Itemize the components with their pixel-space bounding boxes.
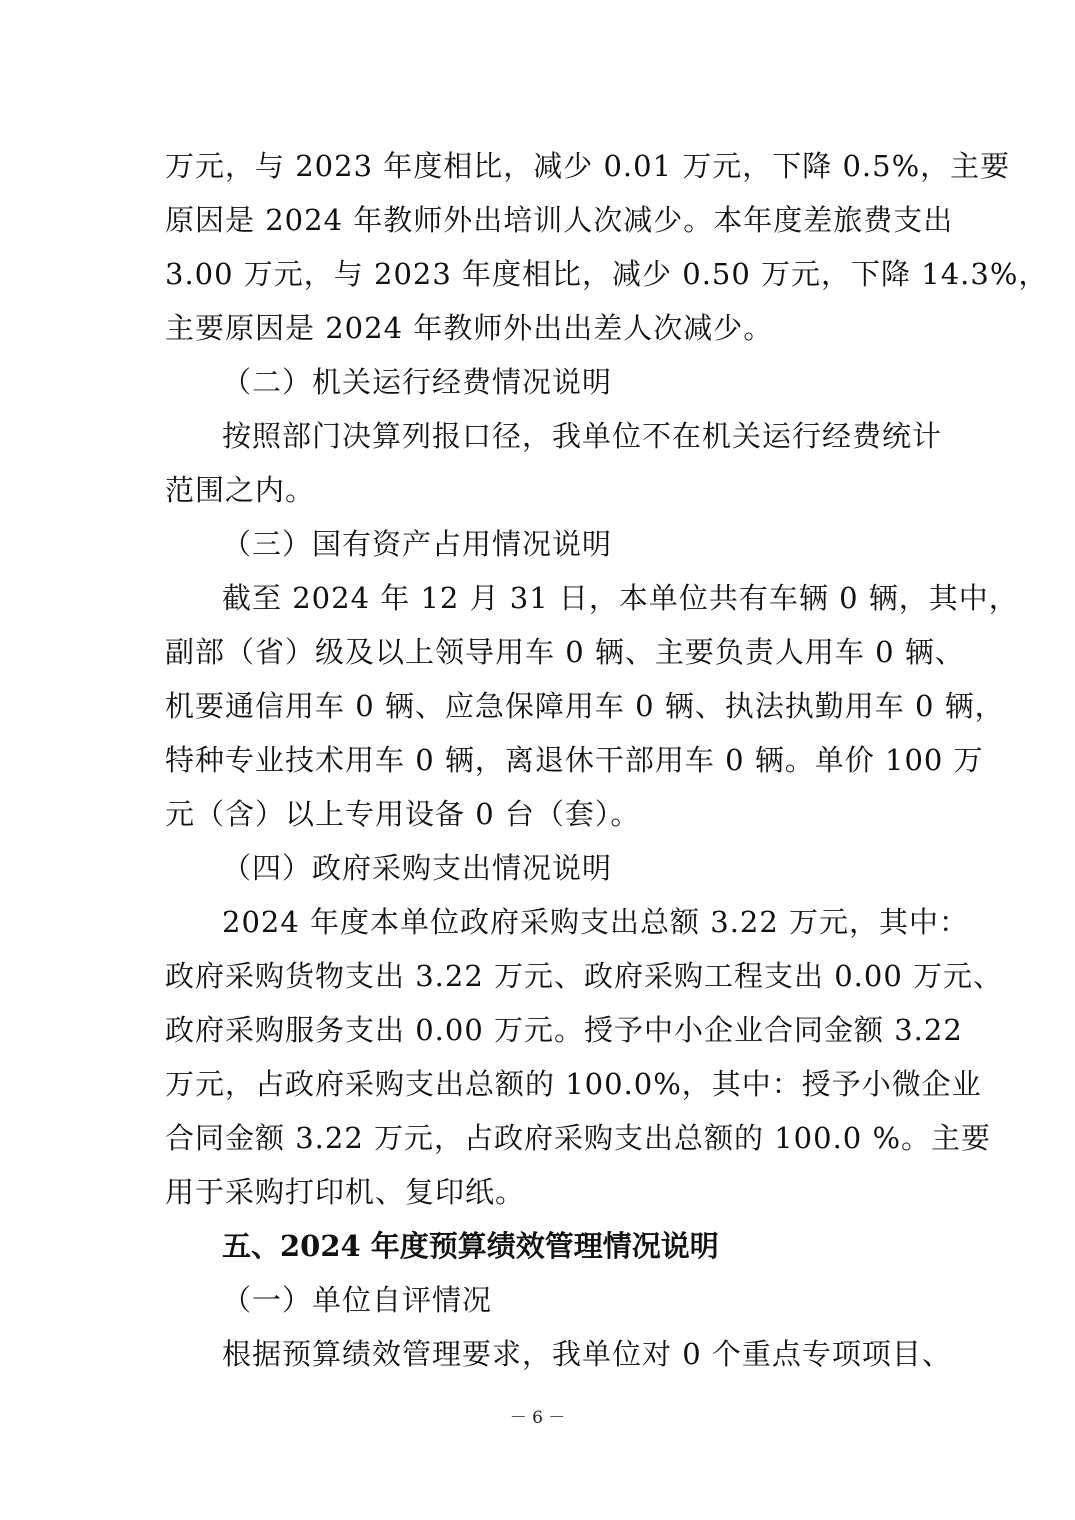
- paragraph-line: 范围之内。: [165, 473, 316, 507]
- paragraph-line: 按照部门决算列报口径，我单位不在机关运行经费统计: [222, 419, 943, 453]
- paragraph-line: 万元，与 2023 年度相比，减少 0.01 万元，下降 0.5%，主要: [165, 149, 1011, 183]
- paragraph-line: 主要原因是 2024 年教师外出出差人次减少。: [165, 311, 774, 345]
- paragraph-line: 副部（省）级及以上领导用车 0 辆、主要负责人用车 0 辆、: [165, 635, 965, 669]
- paragraph-line: 截至 2024 年 12 月 31 日，本单位共有车辆 0 辆，其中，: [222, 581, 1019, 615]
- paragraph-line: 合同金额 3.22 万元，占政府采购支出总额的 100.0 %。主要: [165, 1121, 992, 1155]
- section-heading: （一）单位自评情况: [222, 1283, 493, 1317]
- paragraph-line: 3.00 万元，与 2023 年度相比，减少 0.50 万元，下降 14.3%，: [165, 257, 1049, 291]
- paragraph-line: 原因是 2024 年教师外出培训人次减少。本年度差旅费支出: [165, 203, 954, 237]
- paragraph-line: 万元，占政府采购支出总额的 100.0%，其中：授予小微企业: [165, 1067, 982, 1101]
- section-heading: （三）国有资产占用情况说明: [222, 527, 613, 561]
- paragraph-line: 用于采购打印机、复印纸。: [165, 1175, 526, 1209]
- page-number: － 6 －: [509, 1408, 566, 1428]
- paragraph-line: 根据预算绩效管理要求，我单位对 0 个重点专项项目、: [222, 1337, 952, 1371]
- section-heading: （二）机关运行经费情况说明: [222, 365, 613, 399]
- chapter-heading: 五、2024 年度预算绩效管理情况说明: [222, 1229, 719, 1263]
- paragraph-line: 政府采购货物支出 3.22 万元、政府采购工程支出 0.00 万元、: [165, 959, 1004, 993]
- section-heading: （四）政府采购支出情况说明: [222, 851, 613, 885]
- paragraph-line: 机要通信用车 0 辆、应急保障用车 0 辆、执法执勤用车 0 辆，: [165, 689, 1005, 723]
- paragraph-line: 特种专业技术用车 0 辆，离退休干部用车 0 辆。单价 100 万: [165, 743, 984, 777]
- paragraph-line: 2024 年度本单位政府采购支出总额 3.22 万元，其中：: [222, 905, 970, 939]
- paragraph-line: 政府采购服务支出 0.00 万元。授予中小企业合同金额 3.22: [165, 1013, 963, 1047]
- paragraph-line: 元（含）以上专用设备 0 台（套）。: [165, 797, 641, 831]
